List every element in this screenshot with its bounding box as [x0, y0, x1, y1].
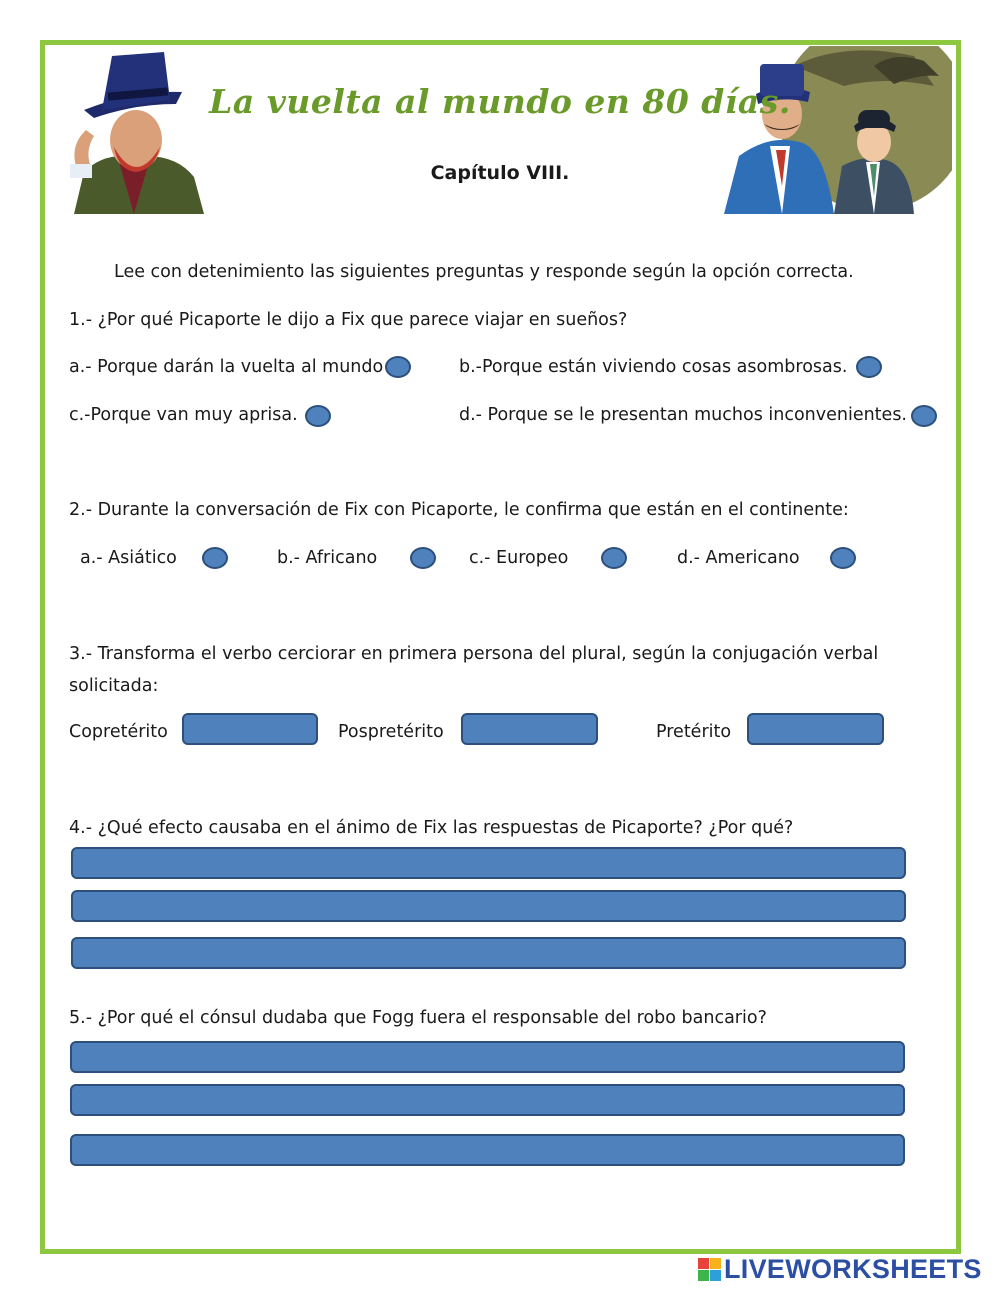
- q5-answer-line-2[interactable]: [70, 1084, 905, 1116]
- question-2-text: 2.- Durante la conversación de Fix con Picaporte, le confirma que están en el continente:: [69, 500, 849, 520]
- question-5-text: 5.- ¿Por qué el cónsul dudaba que Fogg fuera el responsable del robo bancario?: [69, 1008, 767, 1028]
- q2-option-c-label: c.- Europeo: [469, 548, 569, 568]
- q1-option-c-label: c.-Porque van muy aprisa.: [69, 405, 298, 425]
- question-4-text: 4.- ¿Qué efecto causaba en el ánimo de Fix las respuestas de Picaporte? ¿Por qué?: [69, 818, 794, 838]
- q5-answer-line-1[interactable]: [70, 1041, 905, 1073]
- q2-option-d-label: d.- Americano: [677, 548, 800, 568]
- q2-option-a-radio[interactable]: [202, 547, 228, 569]
- logo-square-blue: [710, 1270, 721, 1281]
- copreterito-label: Copretérito: [69, 722, 168, 742]
- q4-answer-line-1[interactable]: [71, 847, 906, 879]
- character-illustration-left: [64, 52, 206, 214]
- character-illustration-right: [724, 46, 952, 214]
- chapter-heading: Capítulo VIII.: [430, 162, 570, 184]
- q1-option-b-label: b.-Porque están viviendo cosas asombrosas.: [459, 357, 848, 377]
- q1-option-c-radio[interactable]: [305, 405, 331, 427]
- q2-option-a-label: a.- Asiático: [80, 548, 177, 568]
- q4-answer-line-2[interactable]: [71, 890, 906, 922]
- q2-option-b-label: b.- Africano: [277, 548, 378, 568]
- q2-option-b-radio[interactable]: [410, 547, 436, 569]
- pospreterito-label: Pospretérito: [338, 722, 444, 742]
- copreterito-input[interactable]: [182, 713, 318, 745]
- q5-answer-line-3[interactable]: [70, 1134, 905, 1166]
- liveworksheets-logo-text: LIVEWORKSHEETS: [724, 1253, 982, 1284]
- instructions-text: Lee con detenimiento las siguientes preguntas y responde según la opción correcta.: [114, 262, 854, 282]
- q1-option-a-label: a.- Porque darán la vuelta al mundo: [69, 357, 384, 377]
- logo-square-yellow: [710, 1258, 721, 1269]
- q1-option-b-radio[interactable]: [856, 356, 882, 378]
- q2-option-c-radio[interactable]: [601, 547, 627, 569]
- pospreterito-input[interactable]: [461, 713, 598, 745]
- preterito-input[interactable]: [747, 713, 884, 745]
- liveworksheets-logo-icon: [698, 1258, 721, 1281]
- liveworksheets-logo[interactable]: [698, 1254, 982, 1284]
- worksheet-title: La vuelta al mundo en 80 días.: [209, 82, 791, 121]
- logo-square-red: [698, 1258, 709, 1269]
- question-3-text-line-1: 3.- Transforma el verbo cerciorar en primera persona del plural, según la conjugación verbal: [69, 644, 879, 664]
- q1-option-a-radio[interactable]: [385, 356, 411, 378]
- preterito-label: Pretérito: [656, 722, 732, 742]
- question-1-text: 1.- ¿Por qué Picaporte le dijo a Fix que parece viajar en sueños?: [69, 310, 628, 330]
- q1-option-d-radio[interactable]: [911, 405, 937, 427]
- q2-option-d-radio[interactable]: [830, 547, 856, 569]
- q4-answer-line-3[interactable]: [71, 937, 906, 969]
- q1-option-d-label: d.- Porque se le presentan muchos inconvenientes.: [459, 405, 907, 425]
- logo-square-green: [698, 1270, 709, 1281]
- question-3-text-line-2: solicitada:: [69, 676, 159, 696]
